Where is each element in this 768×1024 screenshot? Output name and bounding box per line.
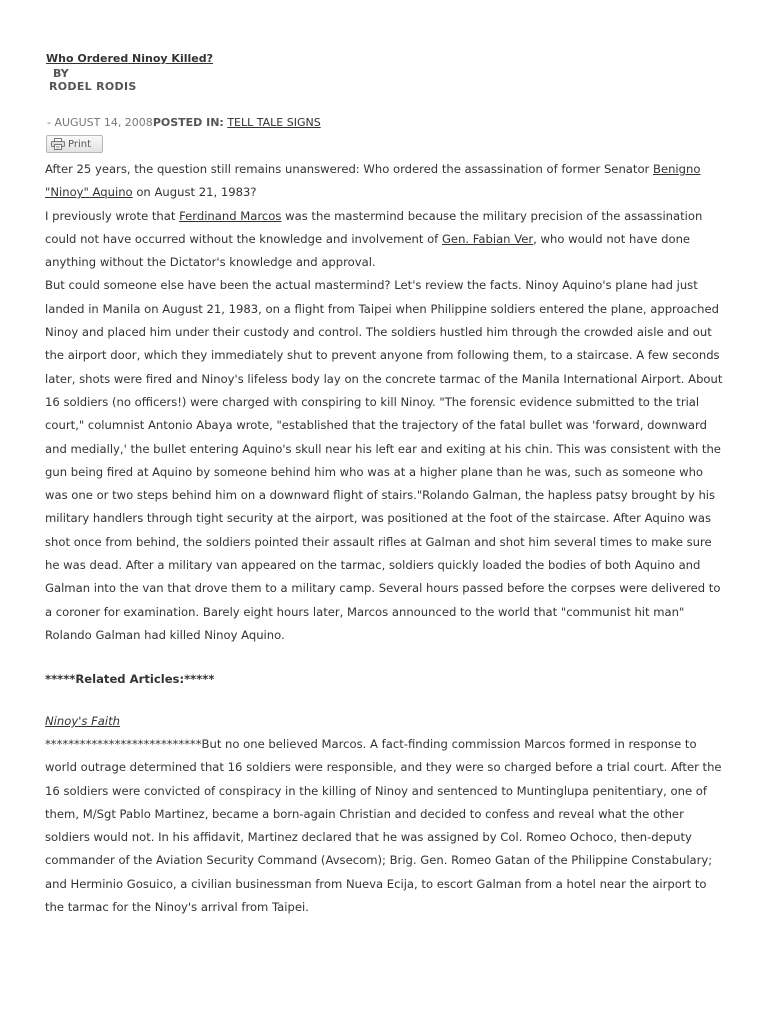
paragraph-1: After 25 years, the question still remains unanswered: Who ordered the assassination of former Senator Benigno "Ninoy" Aquino on August 21, 1983? bbox=[45, 162, 701, 200]
print-label: Print bbox=[68, 138, 92, 150]
paragraph-2: I previously wrote that Ferdinand Marcos was the mastermind because the military precision of the assassination could not have occurred without the knowledge and involvement of Gen. Fabian Ver, who would not have done anything without the Dictator's knowledge and approval. bbox=[45, 208, 703, 270]
post-date: - AUGUST 14, 2008 bbox=[47, 116, 153, 129]
category-link[interactable]: TELL TALE SIGNS bbox=[227, 116, 321, 129]
printer-icon bbox=[51, 138, 65, 150]
paragraph-3: But could someone else have been the actual mastermind? Let's review the facts. Ninoy Aquino's plane had just landed in Manila on August 21, 1983, on a flight from Taipei when Philippine soldiers entered the plane, approached Ninoy and placed him under their custody and control. The soldiers hustled him through the crowded aisle and out the airport door, which they immediately shut to prevent anyone from following them, to a staircase. A few seconds later, shots were fired and Ninoy's lifeless body lay on the concrete tarmac of the Manila International Airport. About 16 soldiers (no officers!) were charged with conspiring to kill Ninoy. "The forensic evidence submitted to the trial court," columnist Antonio Abaya wrote, "established that the trajectory of the fatal bullet was 'forward, downward and medially,' the bullet entering Aquino's skull near his left ear and exiting at his chin. This was consistent with the gun being fired at Aquino by someone behind him who was at a higher plane than he was, such as someone who was one or two steps behind him on a downward flight of stairs."Rolando Galman, the hapless patsy brought by his military handlers through tight security at the airport, was positioned at the foot of the staircase. After Aquino was shot once from behind, the soldiers pointed their assault rifles at Galman and shot him several times to make sure he was dead. After a military van appeared on the tarmac, soldiers quickly loaded the bodies of both Aquino and Galman into the van that drove them to a military camp. Several hours passed before the corpses were delivered to a coroner for examination. Barely eight hours later, Marcos announced to the world that "communist hit man" Rolando Galman had killed Ninoy Aquino. bbox=[45, 278, 723, 642]
link-benigno-aquino[interactable]: Benigno "Ninoy" Aquino bbox=[45, 162, 701, 200]
author-name: RODEL RODIS bbox=[49, 80, 137, 93]
link-fabian-ver[interactable]: Gen. Fabian Ver bbox=[441, 231, 534, 246]
related-articles-heading: *****Related Articles:***** bbox=[45, 672, 215, 686]
link-ninoys-faith[interactable]: Ninoy's Faith bbox=[45, 714, 120, 728]
post-meta bbox=[47, 116, 321, 130]
byline-label: BY bbox=[53, 67, 69, 80]
posted-in-label: POSTED IN: bbox=[152, 116, 224, 129]
paragraph-4: ***************************But no one believed Marcos. A fact-finding commission Marcos formed in response to world outrage determined that 16 soldiers were responsible, and they were so charged before a trial court. After the 16 soldiers were convicted of conspiracy in the killing of Ninoy and sentenced to Muntinglupa penitentiary, one of them, M/Sgt Pablo Martinez, became a born-again Christian and decided to confess and reveal what the other soldiers would not. In his affidavit, Martinez declared that he was assigned by Col. Romeo Ochoco, then-deputy commander of the Aviation Security Command (Avsecom); Brig. Gen. Romeo Gatan of the Philippine Constabulary; and Herminio Gosuico, a civilian businessman from Nueva Ecija, to escort Galman from a hotel near the airport to the tarmac for the Ninoy's arrival from Taipei. bbox=[45, 737, 722, 915]
article-title[interactable]: Who Ordered Ninoy Killed? bbox=[46, 52, 213, 65]
article-body-continued bbox=[45, 733, 725, 919]
print-button[interactable] bbox=[46, 135, 103, 153]
link-ferdinand-marcos[interactable]: Ferdinand Marcos bbox=[179, 208, 282, 223]
article-body bbox=[45, 158, 725, 647]
